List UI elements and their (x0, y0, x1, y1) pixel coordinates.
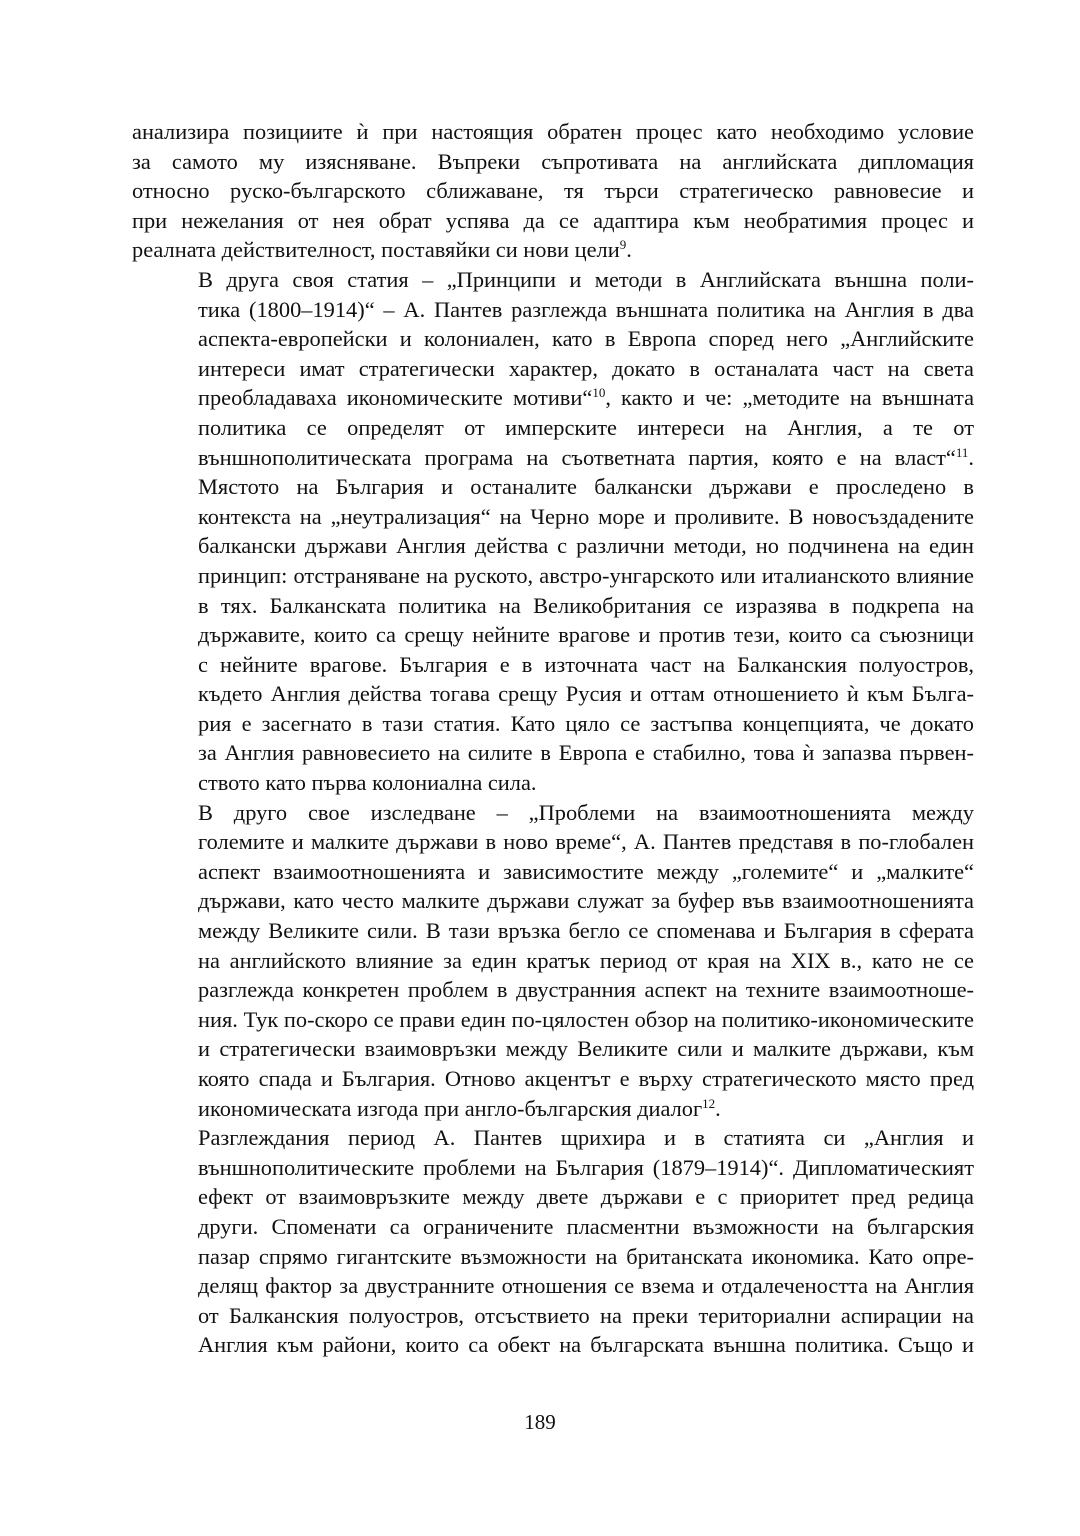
text-line: и стратегически взаимовръзки между Великите сили и малките държави, към (198, 1036, 974, 1062)
footnote-ref[interactable]: 12 (702, 1095, 716, 1111)
paragraph-2 (132, 265, 974, 798)
text-line: политика се определят от имперските интереси на Англия, а те от (198, 414, 974, 440)
text-line: външнополитическите проблеми на България (1879–1914)“. Дипломатическият (198, 1154, 974, 1180)
text-line: ния. Тук по-скоро се прави един по-цялостен обзор на политико-икономическите (198, 1006, 974, 1032)
text-line: реалната действителност, поставяйки си нови цели$^9$. (132, 237, 632, 263)
paragraph-3 (132, 798, 974, 1124)
text-line: за самото му изясняване. Въпреки съпротивата на английската дипломация (132, 148, 974, 174)
footnote-ref[interactable]: 11 (955, 444, 969, 460)
text-line: В друга своя статия – „Принципи и методи в Английската външна поли- (198, 266, 974, 292)
text-line: разглежда конкретен проблем в двустранния аспект на техните взаимоотноше- (198, 977, 974, 1003)
text-line: с нейните врагове. България е в източната част на Балканския полуостров, (198, 651, 974, 677)
paragraph-4 (132, 1123, 974, 1360)
text-line: Мястото на България и останалите балкански държави е проследено в (198, 474, 974, 500)
footnote-ref[interactable]: 10 (592, 385, 606, 401)
text-line: големите и малките държави в ново време“, А. Пантев представя в по-глобален (198, 829, 974, 855)
text-line: интереси имат стратегически характер, докато в останалата част на света (198, 355, 974, 381)
text-line: при нежелания от нея обрат успява да се адаптира към необратимия процес и (132, 207, 974, 233)
text-line: рия е засегнато в тази статия. Като цяло се застъпва концепцията, че докато (198, 710, 974, 736)
text-line: външнополитическата програма на съответната партия, която е на власт“$^{11}$. (198, 444, 974, 470)
text-line: относно руско-българското сближаване, тя търси стратегическо равновесие и (132, 178, 974, 204)
text-line: държавите, които са срещу нейните врагове и против тези, които са съюзници (198, 622, 974, 648)
text-line: от Балканския полуостров, отсъствието на преки териториални аспирации на (198, 1302, 974, 1328)
text-line: в тях. Балканската политика на Великобритания се изразява в подкрепа на (198, 592, 974, 618)
text-line: на английското влияние за един кратък период от края на XIX в., като не се (198, 947, 974, 973)
text-line: аспект взаимоотношенията и зависимостите между „големите“ и „малките“ (198, 858, 974, 884)
text-line: държави, като често малките държави служат за буфер във взаимоотношенията (198, 888, 974, 914)
text-line: контекста на „неутрализация“ на Черно море и проливите. В новосъздадените (198, 503, 974, 529)
text-line: анализира позициите ѝ при настоящия обратен процес като необходимо условие (132, 119, 974, 144)
text-line: Разглеждания период А. Пантев щрихира и в статията си „Англия и (198, 1125, 974, 1151)
text-line: тика (1800–1914)“ – А. Пантев разглежда външната политика на Англия в два (198, 296, 974, 322)
text-line: ефект от взаимовръзките между двете държави е с приоритет пред редица (198, 1184, 974, 1210)
text-line: между Великите сили. В тази връзка бегло се споменава и България в сферата (198, 918, 974, 944)
text-line: В друго свое изследване – „Проблеми на взаимоотношенията между (198, 799, 974, 825)
text-line: други. Споменати са ограничените пласментни възможности на българския (198, 1213, 974, 1239)
page-number: 189 (524, 1410, 556, 1434)
text-line: ството като първа колониална сила. (198, 770, 537, 796)
text-line: където Англия действа тогава срещу Русия и оттам отношението ѝ към Бълга- (198, 681, 974, 707)
footnote-ref[interactable]: 9 (619, 237, 627, 253)
text-line: преобладаваха икономическите мотиви“$^{10}$, както и че: „методите на външната (198, 385, 975, 411)
page-body (132, 117, 974, 1360)
text-line: балкански държави Англия действа с различни методи, но подчинена на един (198, 533, 974, 559)
text-line: Англия към райони, които са обект на българската външна политика. Също и (198, 1332, 974, 1358)
text-line: пазар спрямо гигантските възможности на британската икономика. Като опре- (198, 1243, 974, 1269)
text-line: принцип: отстраняване на руското, австро-унгарското или италианското влияние (198, 562, 974, 588)
text-line: аспекта-европейски и колониален, като в Европа според него „Английските (198, 326, 974, 352)
paragraph-1 (132, 117, 974, 265)
text-line: делящ фактор за двустранните отношения се взема и отдалечеността на Англия (198, 1273, 974, 1299)
text-line: за Англия равновесието на силите в Европа е стабилно, това ѝ запазва първен- (198, 740, 974, 766)
text-line: която спада и България. Отново акцентът е върху стратегическото място пред (198, 1066, 974, 1091)
text-line: икономическата изгода при англо-българския диалог$^{12}$. (198, 1095, 721, 1121)
